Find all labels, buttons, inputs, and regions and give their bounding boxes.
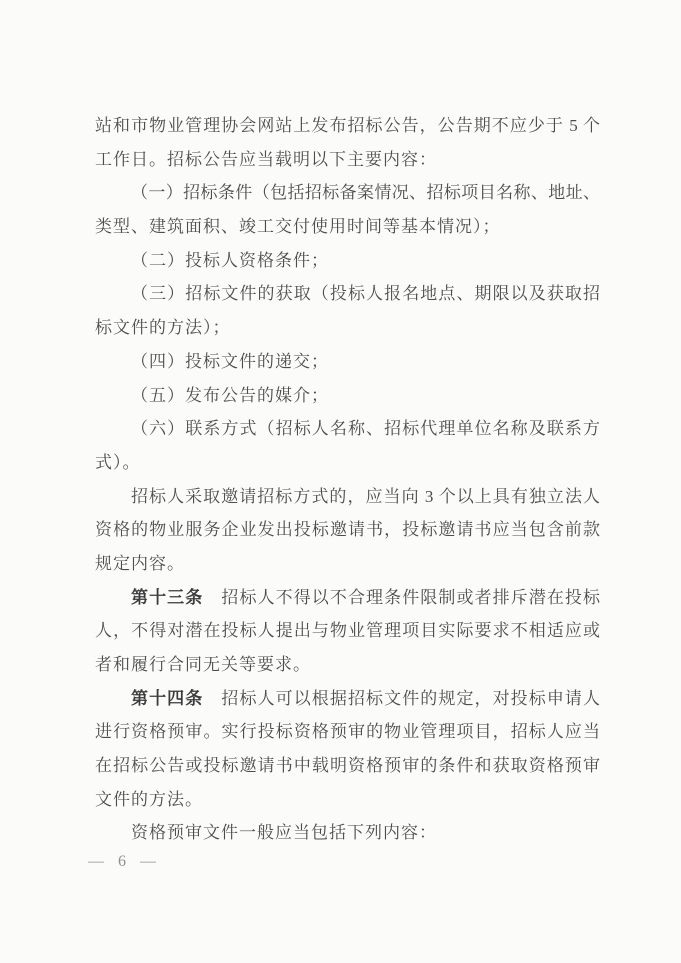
text-line	[95, 244, 600, 278]
text-segment: （四）投标文件的递交；	[131, 351, 329, 371]
text-line	[95, 311, 600, 345]
text-segment: 资格的物业服务企业发出投标邀请书，投标邀请书应当包含前款	[95, 520, 600, 540]
text-segment: 在招标公告或投标邀请书中载明资格预审的条件和获取资格预审	[95, 756, 600, 776]
text-segment: （二）投标人资格条件；	[131, 250, 329, 270]
text-block	[95, 109, 600, 850]
text-segment: 者和履行合同无关等要求。	[95, 655, 311, 674]
text-segment: 招标人可以根据招标文件的规定，对投标申请人	[203, 688, 601, 708]
text-segment: 类型、建筑面积、竣工交付使用时间等基本情况）；	[95, 217, 501, 237]
text-line	[95, 446, 600, 480]
article-heading: 第十四条	[131, 688, 204, 708]
text-line	[95, 379, 600, 413]
text-line	[95, 513, 600, 547]
text-line	[95, 143, 600, 177]
text-line	[95, 210, 600, 244]
text-line	[95, 176, 600, 210]
text-line	[95, 412, 600, 446]
text-segment: 资格预审文件一般应当包括下列内容：	[131, 823, 437, 843]
text-line	[95, 783, 600, 817]
text-segment: （三）招标文件的获取（投标人报名地点、期限以及获取招	[131, 284, 600, 304]
text-segment: （五）发布公告的媒介；	[131, 385, 329, 405]
text-line	[95, 480, 600, 514]
text-line	[95, 277, 600, 311]
text-segment: 进行资格预审。实行投标资格预审的物业管理项目，招标人应当	[95, 722, 600, 742]
text-line	[95, 547, 600, 581]
text-segment: 人，不得对潜在投标人提出与物业管理项目实际要求不相适应或	[95, 621, 600, 641]
text-line	[95, 749, 600, 783]
text-line	[95, 345, 600, 379]
text-segment: 文件的方法。	[95, 789, 203, 809]
text-segment: 标文件的方法）；	[95, 318, 231, 338]
text-line	[95, 614, 600, 648]
text-line	[95, 816, 600, 850]
text-segment: 工作日。招标公告应当载明以下主要内容：	[95, 149, 437, 169]
page-number: — 6 —	[88, 853, 161, 870]
text-segment: 规定内容。	[95, 553, 185, 573]
article-heading: 第十三条	[131, 587, 204, 607]
text-segment: 站和市物业管理协会网站上发布招标公告，公告期不应少于 5 个	[95, 116, 600, 135]
text-line	[95, 581, 600, 615]
text-segment: 招标人不得以不合理条件限制或者排斥潜在投标	[203, 587, 601, 607]
text-segment: 式）。	[95, 452, 141, 472]
text-segment: （一）招标条件（包括招标备案情况、招标项目名称、地址、	[131, 183, 600, 203]
text-segment: 招标人采取邀请招标方式的，应当向 3 个以上具有独立法人	[131, 486, 600, 506]
text-segment: （六）联系方式（招标人名称、招标代理单位名称及联系方	[131, 419, 600, 439]
text-line	[95, 648, 600, 682]
text-line	[95, 715, 600, 749]
text-line	[95, 109, 600, 143]
text-line	[95, 682, 600, 716]
